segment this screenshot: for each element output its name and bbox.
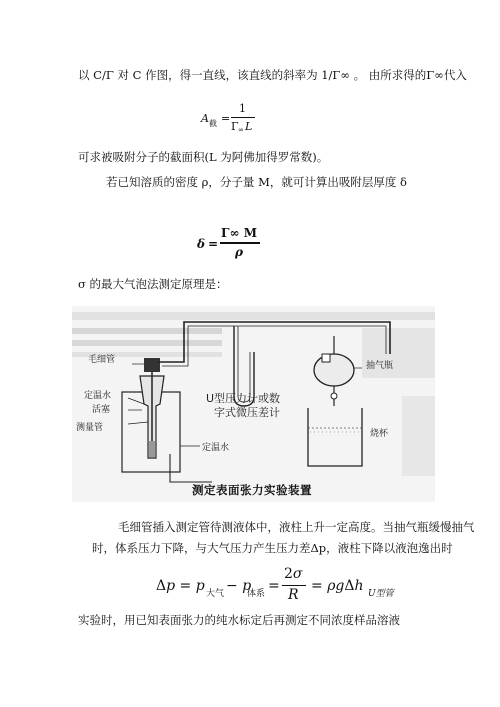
paragraph-bubble-method: σ 的最大气泡法测定原理是： xyxy=(78,277,228,291)
fraction-bar xyxy=(231,117,255,118)
paragraph-slope: 以 C/Γ 对 C 作图，得一直线，该直线的斜率为 1/Γ∞ 。 由所求得的Γ∞代入 xyxy=(78,68,467,82)
paragraph-thickness: 若已知溶质的密度 ρ，分子量 M，就可计算出吸附层厚度 δ xyxy=(106,175,407,189)
paragraph-cross-section: 可求被吸附分子的截面积(L 为阿佛加得罗常数)。 xyxy=(78,150,329,164)
label-suction-flask: 抽气瓶 xyxy=(366,361,394,371)
formula-delta-lhs: δ xyxy=(197,237,206,251)
formula-area-L: L xyxy=(245,120,253,133)
tube-liquid xyxy=(149,441,155,457)
suction-flask xyxy=(314,354,354,386)
formula-area-gamma-sub: ∞ xyxy=(238,126,244,134)
figure-caption: 测定表面张力实验装置 xyxy=(192,483,312,497)
paragraph-calibration: 实验时，用已知表面张力的纯水标定后再测定不同浓度样品溶液 xyxy=(78,613,400,627)
formula-delta-denominator: ρ xyxy=(235,245,243,259)
formula-area-gamma: Γ xyxy=(231,120,239,133)
formula-area-lhs: A xyxy=(201,112,209,125)
formula-delta-numerator: Γ∞ M xyxy=(221,226,257,240)
label-manometer-1: U型压力计或数 xyxy=(206,392,281,405)
paragraph-capillary-2: 时，体系压力下降，与大气压力产生压力差Δp，液柱下降以液泡逸出时 xyxy=(92,541,453,555)
formula-pressure: Δp = p 大气 − p 体系 = 2σ R = ρgΔh U型管 xyxy=(156,566,394,603)
fraction-bar xyxy=(220,242,260,244)
label-capillary: 毛细管 xyxy=(88,355,116,365)
formula-area-lhs-sub: 截 xyxy=(209,119,217,128)
label-beaker: 烧杯 xyxy=(370,429,389,439)
label-piston: 活塞 xyxy=(92,405,111,415)
label-manometer-2: 字式微压差计 xyxy=(214,406,280,419)
formula-delta: δ = Γ∞ M ρ xyxy=(197,226,277,266)
formula-area: A 截 = 1 Γ ∞ L xyxy=(201,100,301,140)
formula-area-numerator: 1 xyxy=(239,102,246,115)
label-thermo-water-2: 定温水 xyxy=(202,443,230,453)
label-thermo-water: 定温水 xyxy=(84,391,112,401)
apparatus-figure xyxy=(72,306,435,502)
paragraph-capillary-1: 毛细管插入测定管待测液体中，液柱上升一定高度。当抽气瓶缓慢抽气 xyxy=(118,520,475,534)
label-measure-tube: 测量管 xyxy=(76,423,104,433)
stopper xyxy=(144,358,160,372)
